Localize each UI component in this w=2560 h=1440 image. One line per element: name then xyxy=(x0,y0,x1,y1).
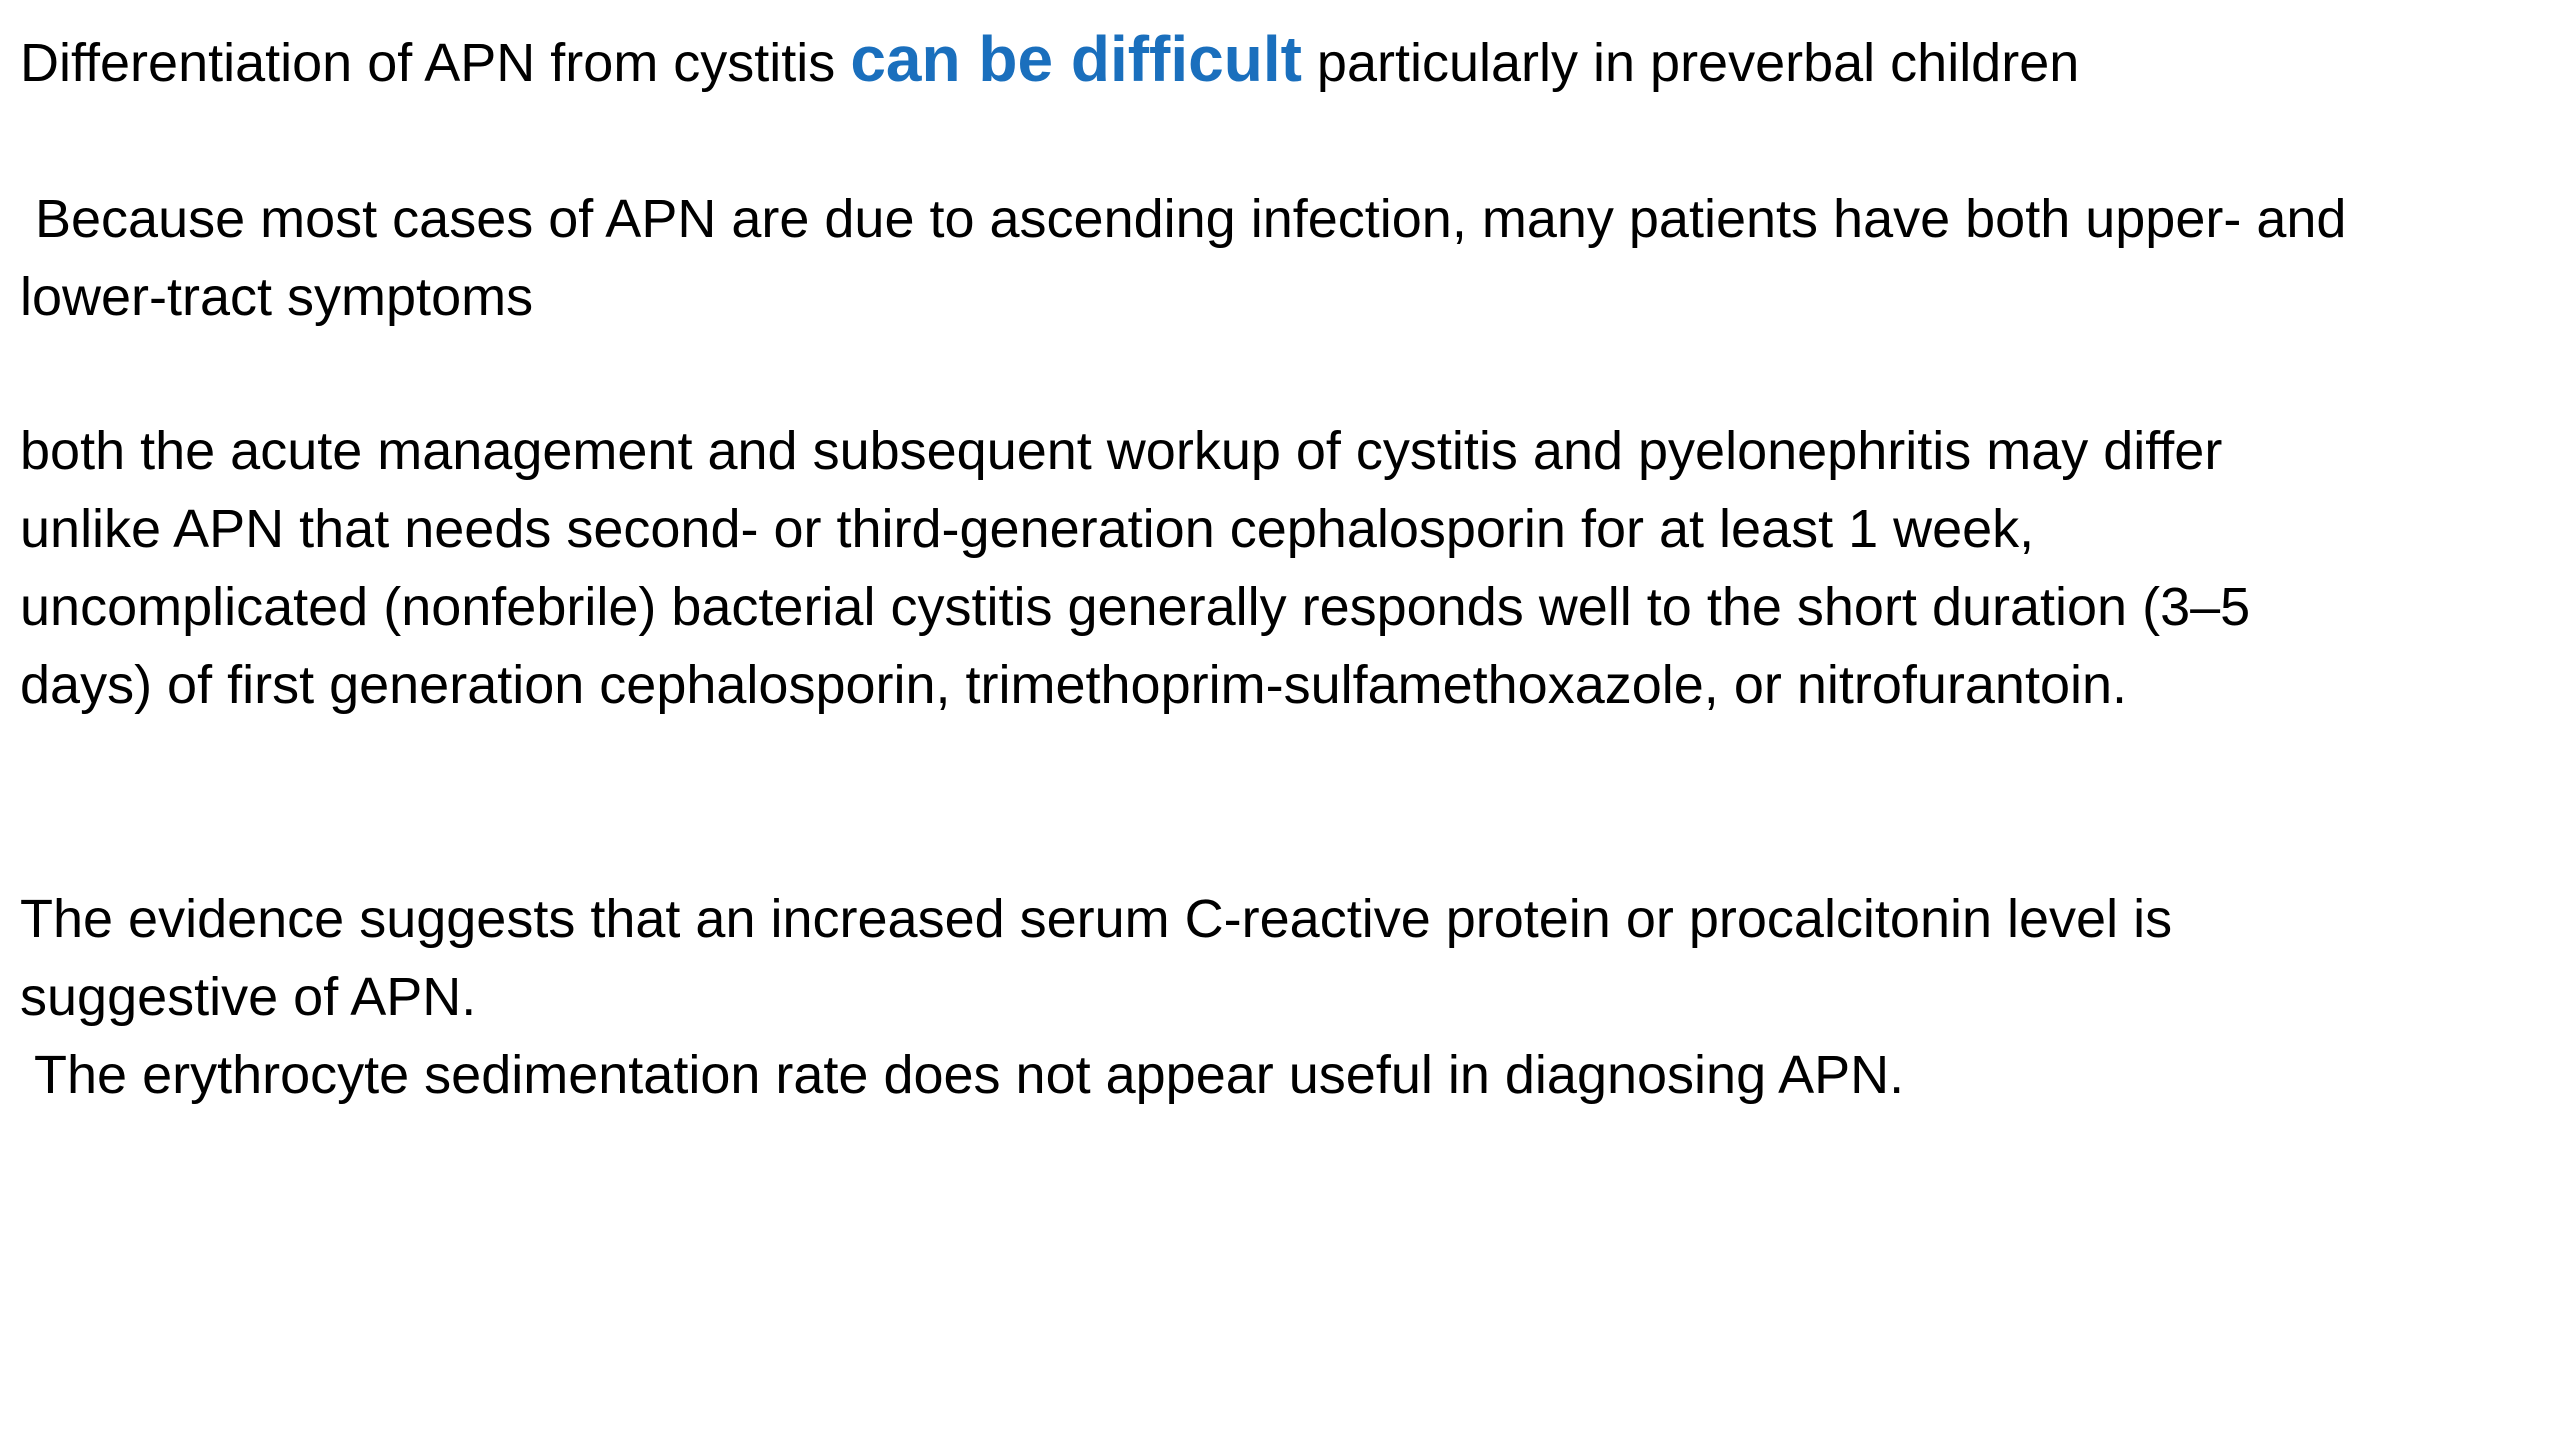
text-line: days) of first generation cephalosporin, trimethoprim-sulfamethoxazole, or nitrofurantoin. xyxy=(20,655,2128,715)
text-line: The erythrocyte sedimentation rate does not appear useful in diagnosing APN. xyxy=(20,1045,1905,1105)
emphasis-can-be-difficult: can be difficult xyxy=(850,23,1302,95)
paragraph-differentiation xyxy=(20,20,2540,98)
text-line: uncomplicated (nonfebrile) bacterial cystitis generally responds well to the short duration (3–5 xyxy=(20,577,2251,637)
paragraph-management xyxy=(20,412,2540,724)
text-line: Because most cases of APN are due to ascending infection, many patients have both upper- and xyxy=(20,189,2347,249)
paragraph-differentiation-line xyxy=(20,20,2540,98)
text-line: lower-tract symptoms xyxy=(20,267,534,327)
text-line: The evidence suggests that an increased serum C-reactive protein or procalcitonin level is xyxy=(20,889,2173,949)
paragraph-ascending-infection xyxy=(20,180,2540,336)
text-line: both the acute management and subsequent workup of cystitis and pyelonephritis may differ xyxy=(20,421,2223,481)
text-after-emphasis: particularly in preverbal children xyxy=(1301,33,2080,93)
paragraph-evidence xyxy=(20,880,2540,1114)
text-line: suggestive of APN. xyxy=(20,967,477,1027)
text-before-emphasis: Differentiation of APN from cystitis xyxy=(20,33,851,93)
text-line: unlike APN that needs second- or third-generation cephalosporin for at least 1 week, xyxy=(20,499,2035,559)
